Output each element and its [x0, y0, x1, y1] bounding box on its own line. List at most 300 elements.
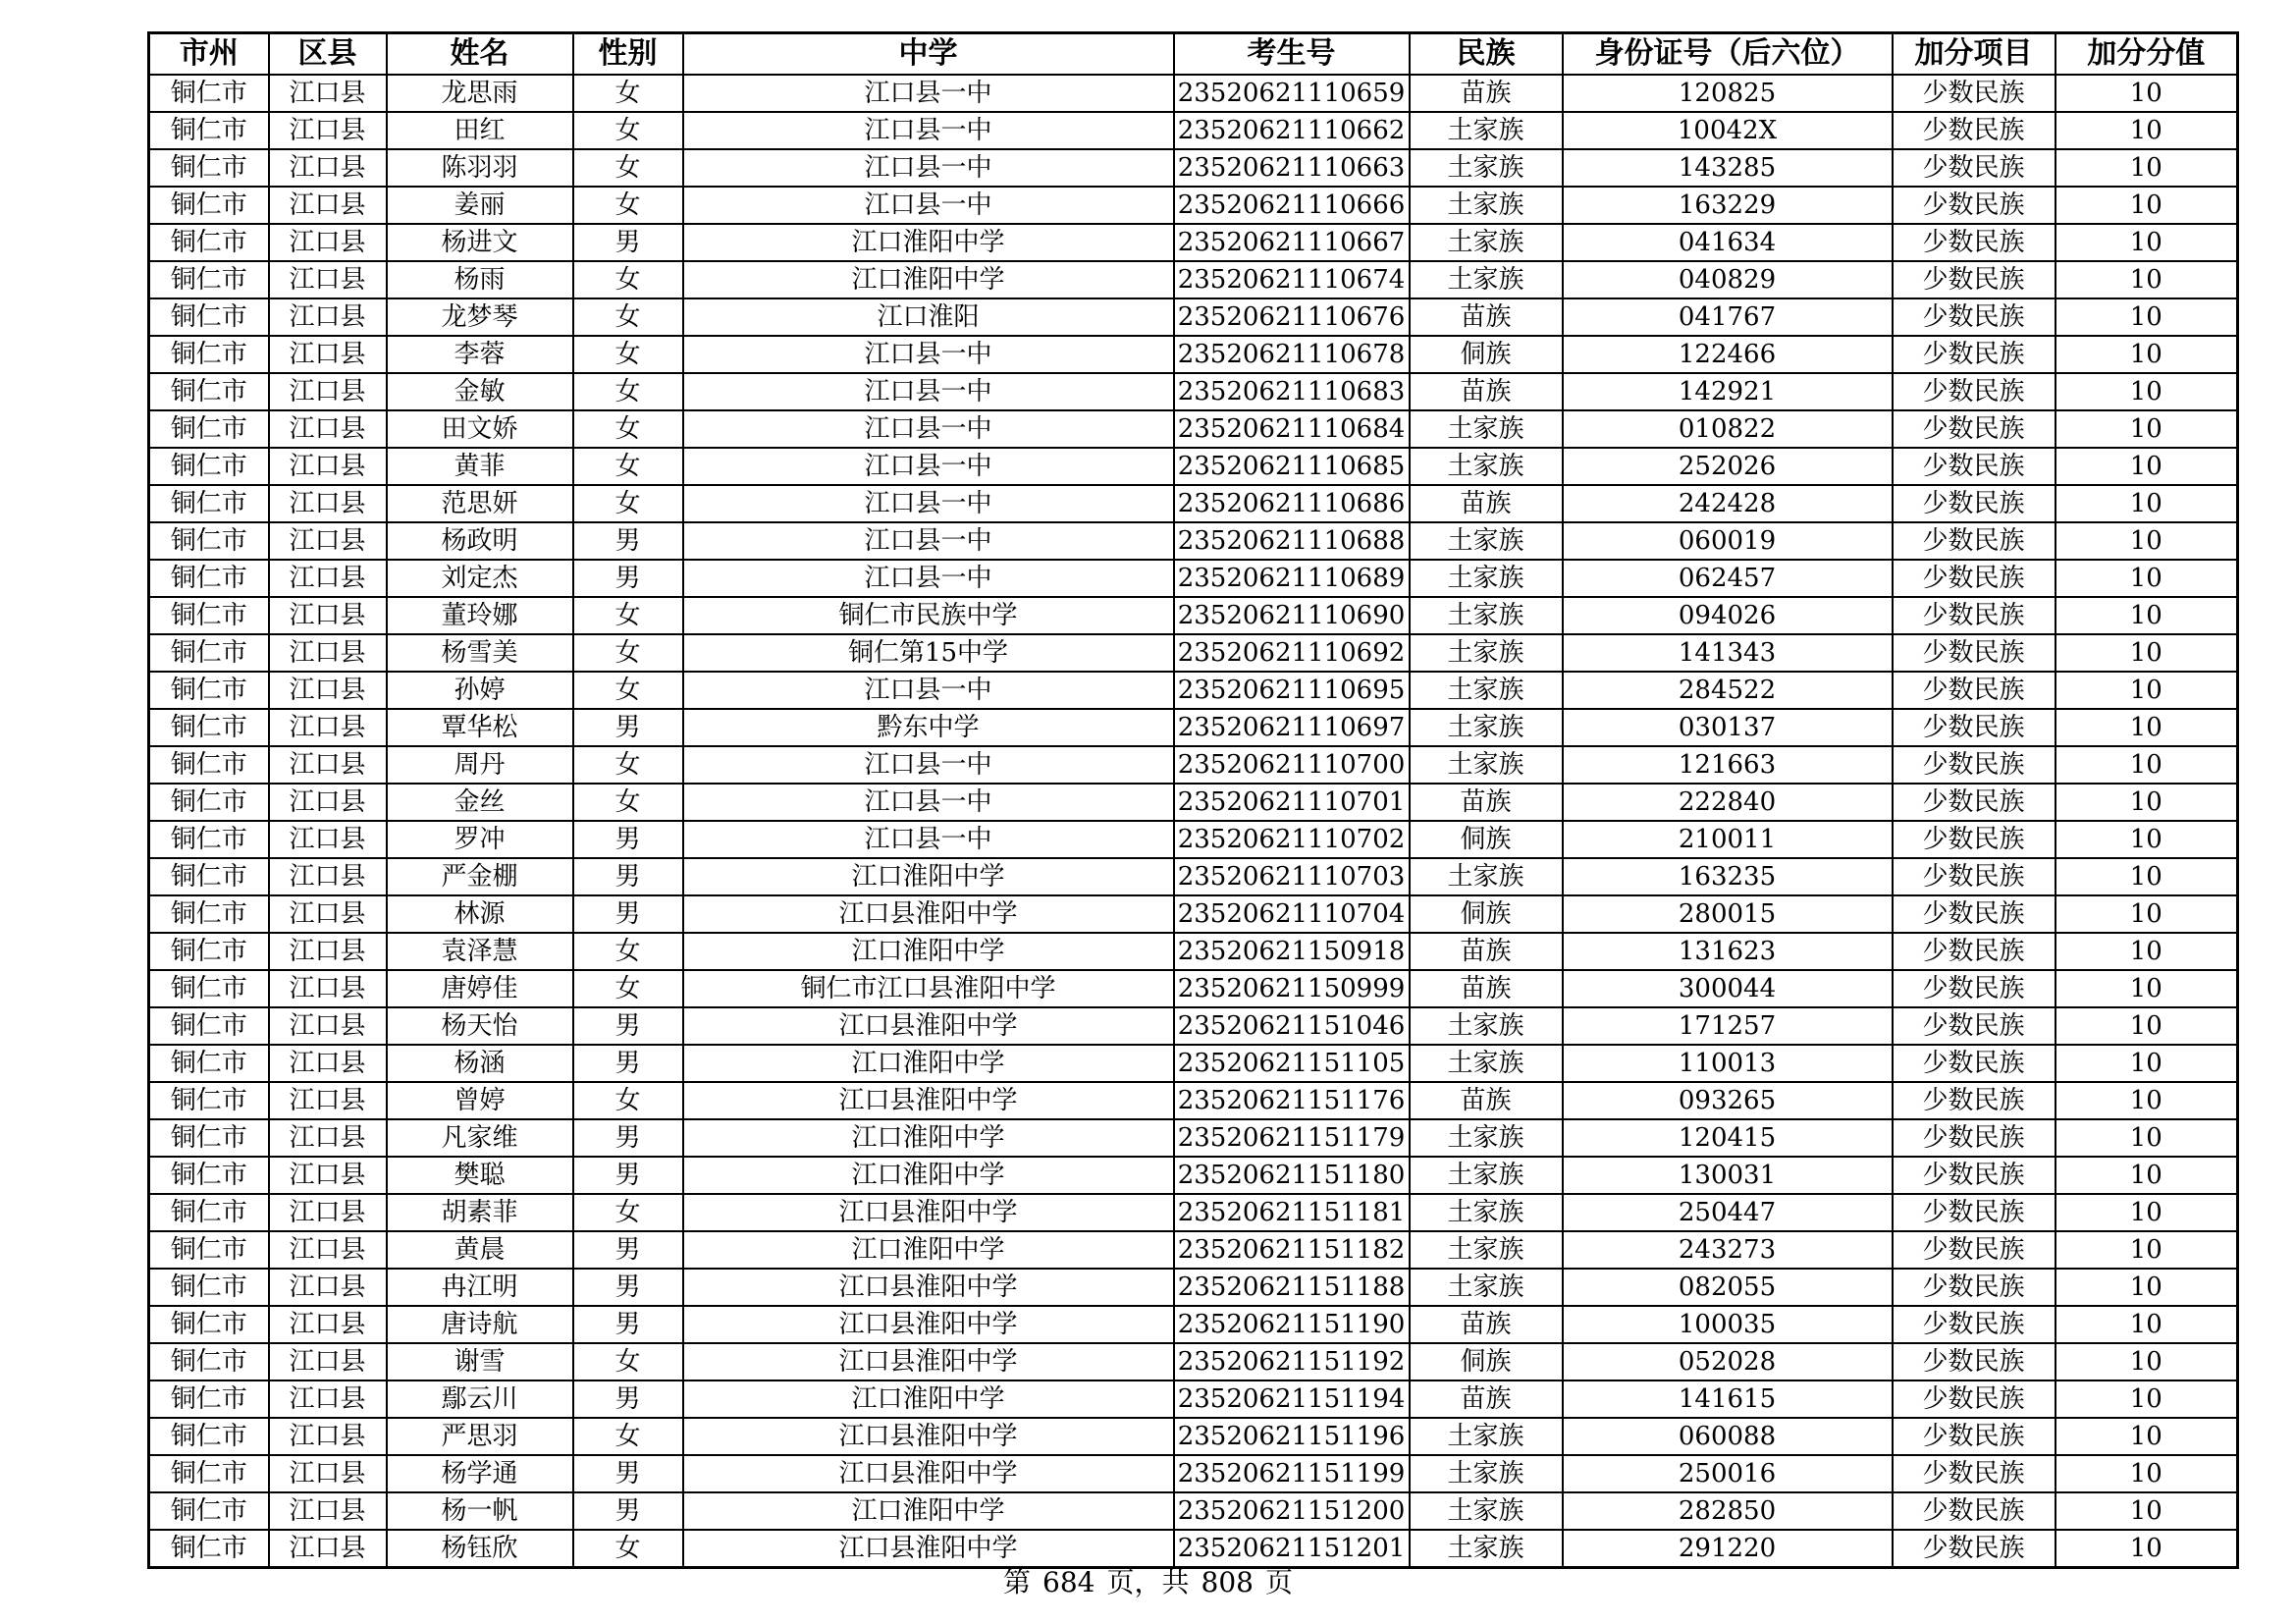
cell-exam-number: 23520621151180 [1174, 1157, 1410, 1194]
cell-bonus-item: 少数民族 [1893, 1455, 2056, 1492]
cell-ethnicity: 土家族 [1410, 1455, 1563, 1492]
column-header-name: 姓名 [387, 33, 573, 76]
cell-exam-number: 23520621151192 [1174, 1343, 1410, 1380]
cell-gender: 女 [573, 373, 683, 410]
table-row [149, 709, 2238, 746]
cell-gender: 女 [573, 746, 683, 784]
cell-exam-number: 23520621151046 [1174, 1007, 1410, 1045]
cell-school: 江口县淮阳中学 [683, 1343, 1174, 1380]
cell-school: 江口县一中 [683, 112, 1174, 149]
cell-id-last-six: 110013 [1563, 1045, 1893, 1082]
cell-county: 江口县 [269, 1269, 387, 1306]
cell-bonus-value: 10 [2056, 933, 2238, 970]
cell-school: 江口县一中 [683, 485, 1174, 522]
cell-county: 江口县 [269, 298, 387, 336]
cell-name: 冉江明 [387, 1269, 573, 1306]
cell-exam-number: 23520621110703 [1174, 858, 1410, 895]
cell-id-last-six: 222840 [1563, 784, 1893, 821]
cell-bonus-item: 少数民族 [1893, 224, 2056, 261]
cell-bonus-value: 10 [2056, 448, 2238, 485]
cell-gender: 男 [573, 1231, 683, 1269]
cell-city: 铜仁市 [149, 709, 269, 746]
cell-school: 江口县淮阳中学 [683, 1269, 1174, 1306]
table-row [149, 448, 2238, 485]
cell-ethnicity: 土家族 [1410, 597, 1563, 634]
cell-bonus-item: 少数民族 [1893, 1530, 2056, 1568]
cell-city: 铜仁市 [149, 522, 269, 560]
column-header-county: 区县 [269, 33, 387, 76]
cell-bonus-item: 少数民族 [1893, 933, 2056, 970]
cell-bonus-value: 10 [2056, 1231, 2238, 1269]
cell-ethnicity: 土家族 [1410, 1530, 1563, 1568]
cell-exam-number: 23520621151194 [1174, 1380, 1410, 1418]
cell-ethnicity: 土家族 [1410, 1231, 1563, 1269]
cell-bonus-value: 10 [2056, 1119, 2238, 1157]
cell-bonus-value: 10 [2056, 1082, 2238, 1119]
cell-gender: 男 [573, 709, 683, 746]
cell-school: 江口淮阳中学 [683, 261, 1174, 298]
cell-exam-number: 23520621110659 [1174, 75, 1410, 112]
cell-city: 铜仁市 [149, 895, 269, 933]
cell-ethnicity: 土家族 [1410, 224, 1563, 261]
cell-id-last-six: 030137 [1563, 709, 1893, 746]
cell-id-last-six: 082055 [1563, 1269, 1893, 1306]
cell-gender: 女 [573, 1082, 683, 1119]
cell-ethnicity: 苗族 [1410, 784, 1563, 821]
cell-ethnicity: 苗族 [1410, 970, 1563, 1007]
cell-name: 李蓉 [387, 336, 573, 373]
cell-id-last-six: 040829 [1563, 261, 1893, 298]
cell-city: 铜仁市 [149, 672, 269, 709]
cell-ethnicity: 土家族 [1410, 672, 1563, 709]
cell-city: 铜仁市 [149, 336, 269, 373]
cell-bonus-value: 10 [2056, 75, 2238, 112]
cell-id-last-six: 282850 [1563, 1492, 1893, 1530]
cell-city: 铜仁市 [149, 75, 269, 112]
cell-school: 江口县一中 [683, 784, 1174, 821]
cell-exam-number: 23520621151182 [1174, 1231, 1410, 1269]
cell-gender: 男 [573, 1269, 683, 1306]
table-row [149, 1082, 2238, 1119]
cell-id-last-six: 062457 [1563, 560, 1893, 597]
cell-bonus-item: 少数民族 [1893, 261, 2056, 298]
cell-name: 覃华松 [387, 709, 573, 746]
table-row [149, 1343, 2238, 1380]
cell-gender: 女 [573, 448, 683, 485]
cell-bonus-value: 10 [2056, 1455, 2238, 1492]
cell-city: 铜仁市 [149, 112, 269, 149]
cell-county: 江口县 [269, 1194, 387, 1231]
cell-county: 江口县 [269, 261, 387, 298]
table-row [149, 895, 2238, 933]
cell-id-last-six: 300044 [1563, 970, 1893, 1007]
cell-school: 铜仁市民族中学 [683, 597, 1174, 634]
cell-name: 谢雪 [387, 1343, 573, 1380]
column-header-exam-number: 考生号 [1174, 33, 1410, 76]
cell-id-last-six: 250447 [1563, 1194, 1893, 1231]
cell-gender: 女 [573, 970, 683, 1007]
cell-school: 江口县一中 [683, 187, 1174, 224]
cell-gender: 女 [573, 298, 683, 336]
cell-gender: 女 [573, 634, 683, 672]
cell-city: 铜仁市 [149, 1343, 269, 1380]
cell-school: 江口淮阳中学 [683, 224, 1174, 261]
cell-name: 杨天怡 [387, 1007, 573, 1045]
cell-gender: 女 [573, 187, 683, 224]
cell-bonus-item: 少数民族 [1893, 1045, 2056, 1082]
cell-exam-number: 23520621110702 [1174, 821, 1410, 858]
cell-city: 铜仁市 [149, 1231, 269, 1269]
cell-bonus-value: 10 [2056, 821, 2238, 858]
cell-county: 江口县 [269, 858, 387, 895]
cell-gender: 女 [573, 1343, 683, 1380]
cell-exam-number: 23520621110685 [1174, 448, 1410, 485]
cell-bonus-item: 少数民族 [1893, 1269, 2056, 1306]
cell-ethnicity: 土家族 [1410, 858, 1563, 895]
table-row [149, 261, 2238, 298]
cell-gender: 男 [573, 224, 683, 261]
cell-bonus-item: 少数民族 [1893, 1157, 2056, 1194]
cell-city: 铜仁市 [149, 1380, 269, 1418]
cell-gender: 男 [573, 1119, 683, 1157]
cell-exam-number: 23520621110684 [1174, 410, 1410, 448]
cell-city: 铜仁市 [149, 784, 269, 821]
cell-county: 江口县 [269, 75, 387, 112]
cell-bonus-value: 10 [2056, 560, 2238, 597]
cell-bonus-value: 10 [2056, 373, 2238, 410]
cell-school: 江口淮阳中学 [683, 1231, 1174, 1269]
cell-county: 江口县 [269, 1418, 387, 1455]
cell-city: 铜仁市 [149, 410, 269, 448]
cell-exam-number: 23520621110704 [1174, 895, 1410, 933]
cell-id-last-six: 171257 [1563, 1007, 1893, 1045]
cell-gender: 女 [573, 1418, 683, 1455]
column-header-ethnicity: 民族 [1410, 33, 1563, 76]
cell-city: 铜仁市 [149, 1007, 269, 1045]
cell-school: 江口淮阳中学 [683, 1492, 1174, 1530]
cell-city: 铜仁市 [149, 448, 269, 485]
table-row [149, 1119, 2238, 1157]
cell-city: 铜仁市 [149, 149, 269, 187]
cell-name: 罗冲 [387, 821, 573, 858]
cell-id-last-six: 141615 [1563, 1380, 1893, 1418]
cell-bonus-item: 少数民族 [1893, 1194, 2056, 1231]
cell-county: 江口县 [269, 448, 387, 485]
cell-id-last-six: 163235 [1563, 858, 1893, 895]
cell-id-last-six: 120415 [1563, 1119, 1893, 1157]
cell-bonus-item: 少数民族 [1893, 1492, 2056, 1530]
cell-id-last-six: 120825 [1563, 75, 1893, 112]
cell-exam-number: 23520621150999 [1174, 970, 1410, 1007]
cell-city: 铜仁市 [149, 1082, 269, 1119]
cell-name: 杨学通 [387, 1455, 573, 1492]
cell-id-last-six: 010822 [1563, 410, 1893, 448]
cell-name: 姜丽 [387, 187, 573, 224]
table-row [149, 298, 2238, 336]
cell-bonus-value: 10 [2056, 597, 2238, 634]
cell-city: 铜仁市 [149, 261, 269, 298]
cell-id-last-six: 121663 [1563, 746, 1893, 784]
cell-city: 铜仁市 [149, 933, 269, 970]
table-row [149, 597, 2238, 634]
table-row [149, 1455, 2238, 1492]
cell-county: 江口县 [269, 933, 387, 970]
table-row [149, 112, 2238, 149]
cell-bonus-value: 10 [2056, 1269, 2238, 1306]
cell-id-last-six: 280015 [1563, 895, 1893, 933]
cell-bonus-item: 少数民族 [1893, 1231, 2056, 1269]
cell-county: 江口县 [269, 672, 387, 709]
cell-name: 范思妍 [387, 485, 573, 522]
cell-ethnicity: 苗族 [1410, 933, 1563, 970]
cell-city: 铜仁市 [149, 1157, 269, 1194]
cell-name: 严金棚 [387, 858, 573, 895]
cell-name: 龙梦琴 [387, 298, 573, 336]
cell-exam-number: 23520621110690 [1174, 597, 1410, 634]
cell-school: 江口县一中 [683, 448, 1174, 485]
column-header-gender: 性别 [573, 33, 683, 76]
cell-gender: 男 [573, 522, 683, 560]
cell-bonus-item: 少数民族 [1893, 709, 2056, 746]
cell-county: 江口县 [269, 1007, 387, 1045]
cell-ethnicity: 土家族 [1410, 634, 1563, 672]
cell-bonus-value: 10 [2056, 336, 2238, 373]
cell-name: 龙思雨 [387, 75, 573, 112]
table-row [149, 821, 2238, 858]
cell-bonus-item: 少数民族 [1893, 970, 2056, 1007]
cell-gender: 女 [573, 261, 683, 298]
cell-county: 江口县 [269, 895, 387, 933]
cell-ethnicity: 苗族 [1410, 298, 1563, 336]
cell-name: 严思羽 [387, 1418, 573, 1455]
cell-gender: 男 [573, 858, 683, 895]
cell-ethnicity: 土家族 [1410, 1269, 1563, 1306]
cell-name: 樊聪 [387, 1157, 573, 1194]
cell-exam-number: 23520621110683 [1174, 373, 1410, 410]
cell-county: 江口县 [269, 1530, 387, 1568]
cell-id-last-six: 041634 [1563, 224, 1893, 261]
cell-school: 江口县一中 [683, 560, 1174, 597]
cell-name: 金丝 [387, 784, 573, 821]
cell-school: 江口县一中 [683, 672, 1174, 709]
table-row [149, 187, 2238, 224]
table-row [149, 149, 2238, 187]
cell-school: 铜仁市江口县淮阳中学 [683, 970, 1174, 1007]
cell-id-last-six: 250016 [1563, 1455, 1893, 1492]
cell-bonus-item: 少数民族 [1893, 1418, 2056, 1455]
table-row [149, 784, 2238, 821]
cell-exam-number: 23520621110667 [1174, 224, 1410, 261]
cell-county: 江口县 [269, 1306, 387, 1343]
cell-ethnicity: 土家族 [1410, 522, 1563, 560]
cell-name: 杨一帆 [387, 1492, 573, 1530]
cell-bonus-value: 10 [2056, 895, 2238, 933]
cell-name: 周丹 [387, 746, 573, 784]
cell-bonus-item: 少数民族 [1893, 634, 2056, 672]
cell-id-last-six: 142921 [1563, 373, 1893, 410]
cell-name: 杨涵 [387, 1045, 573, 1082]
cell-id-last-six: 141343 [1563, 634, 1893, 672]
cell-id-last-six: 060019 [1563, 522, 1893, 560]
cell-school: 江口县淮阳中学 [683, 1007, 1174, 1045]
cell-name: 董玲娜 [387, 597, 573, 634]
table-row [149, 858, 2238, 895]
cell-ethnicity: 苗族 [1410, 1082, 1563, 1119]
cell-city: 铜仁市 [149, 1119, 269, 1157]
column-header-id-last-six: 身份证号（后六位） [1563, 33, 1893, 76]
cell-school: 江口县一中 [683, 336, 1174, 373]
cell-school: 江口县淮阳中学 [683, 1455, 1174, 1492]
cell-exam-number: 23520621151179 [1174, 1119, 1410, 1157]
cell-gender: 男 [573, 560, 683, 597]
cell-bonus-item: 少数民族 [1893, 560, 2056, 597]
cell-county: 江口县 [269, 1082, 387, 1119]
cell-gender: 男 [573, 895, 683, 933]
cell-school: 江口淮阳中学 [683, 858, 1174, 895]
cell-name: 杨进文 [387, 224, 573, 261]
cell-id-last-six: 130031 [1563, 1157, 1893, 1194]
cell-city: 铜仁市 [149, 597, 269, 634]
cell-ethnicity: 土家族 [1410, 261, 1563, 298]
cell-bonus-value: 10 [2056, 298, 2238, 336]
cell-ethnicity: 土家族 [1410, 1194, 1563, 1231]
cell-bonus-item: 少数民族 [1893, 784, 2056, 821]
cell-city: 铜仁市 [149, 298, 269, 336]
cell-bonus-item: 少数民族 [1893, 597, 2056, 634]
cell-name: 凡家维 [387, 1119, 573, 1157]
cell-school: 江口淮阳中学 [683, 933, 1174, 970]
cell-county: 江口县 [269, 522, 387, 560]
cell-name: 杨雪美 [387, 634, 573, 672]
cell-gender: 女 [573, 75, 683, 112]
cell-exam-number: 23520621110692 [1174, 634, 1410, 672]
cell-name: 黄菲 [387, 448, 573, 485]
cell-bonus-value: 10 [2056, 1492, 2238, 1530]
cell-bonus-value: 10 [2056, 634, 2238, 672]
cell-id-last-six: 131623 [1563, 933, 1893, 970]
cell-id-last-six: 284522 [1563, 672, 1893, 709]
cell-ethnicity: 侗族 [1410, 821, 1563, 858]
cell-id-last-six: 052028 [1563, 1343, 1893, 1380]
cell-school: 江口县一中 [683, 149, 1174, 187]
cell-exam-number: 23520621151200 [1174, 1492, 1410, 1530]
cell-name: 杨雨 [387, 261, 573, 298]
cell-city: 铜仁市 [149, 1455, 269, 1492]
cell-county: 江口县 [269, 1455, 387, 1492]
cell-county: 江口县 [269, 1045, 387, 1082]
cell-school: 江口县一中 [683, 410, 1174, 448]
cell-gender: 男 [573, 1380, 683, 1418]
cell-county: 江口县 [269, 336, 387, 373]
cell-name: 孙婷 [387, 672, 573, 709]
cell-school: 江口县淮阳中学 [683, 1418, 1174, 1455]
cell-bonus-item: 少数民族 [1893, 895, 2056, 933]
table-row [149, 1306, 2238, 1343]
cell-county: 江口县 [269, 1157, 387, 1194]
cell-county: 江口县 [269, 970, 387, 1007]
cell-city: 铜仁市 [149, 224, 269, 261]
cell-county: 江口县 [269, 224, 387, 261]
cell-school: 铜仁第15中学 [683, 634, 1174, 672]
cell-school: 江口县淮阳中学 [683, 1306, 1174, 1343]
cell-school: 江口县一中 [683, 522, 1174, 560]
cell-county: 江口县 [269, 784, 387, 821]
cell-school: 江口县一中 [683, 75, 1174, 112]
cell-ethnicity: 苗族 [1410, 1380, 1563, 1418]
cell-bonus-value: 10 [2056, 149, 2238, 187]
cell-gender: 女 [573, 597, 683, 634]
cell-exam-number: 23520621110689 [1174, 560, 1410, 597]
cell-city: 铜仁市 [149, 1418, 269, 1455]
cell-school: 江口县淮阳中学 [683, 895, 1174, 933]
cell-county: 江口县 [269, 1343, 387, 1380]
table-row [149, 1231, 2238, 1269]
table-row [149, 75, 2238, 112]
cell-gender: 女 [573, 1194, 683, 1231]
page-footer [0, 1563, 2296, 1602]
column-header-school: 中学 [683, 33, 1174, 76]
cell-ethnicity: 侗族 [1410, 336, 1563, 373]
cell-county: 江口县 [269, 410, 387, 448]
cell-school: 江口县一中 [683, 373, 1174, 410]
cell-ethnicity: 土家族 [1410, 187, 1563, 224]
cell-exam-number: 23520621110701 [1174, 784, 1410, 821]
cell-name: 黄晨 [387, 1231, 573, 1269]
cell-ethnicity: 土家族 [1410, 1119, 1563, 1157]
cell-school: 江口淮阳中学 [683, 1045, 1174, 1082]
cell-gender: 男 [573, 1306, 683, 1343]
cell-ethnicity: 苗族 [1410, 485, 1563, 522]
cell-city: 铜仁市 [149, 1306, 269, 1343]
cell-bonus-value: 10 [2056, 1045, 2238, 1082]
cell-id-last-six: 060088 [1563, 1418, 1893, 1455]
cell-name: 杨钰欣 [387, 1530, 573, 1568]
cell-bonus-value: 10 [2056, 187, 2238, 224]
cell-exam-number: 23520621110676 [1174, 298, 1410, 336]
table-row [149, 373, 2238, 410]
cell-id-last-six: 163229 [1563, 187, 1893, 224]
cell-county: 江口县 [269, 1119, 387, 1157]
cell-bonus-item: 少数民族 [1893, 112, 2056, 149]
cell-bonus-value: 10 [2056, 1418, 2238, 1455]
cell-school: 江口县淮阳中学 [683, 1082, 1174, 1119]
cell-gender: 男 [573, 821, 683, 858]
cell-county: 江口县 [269, 1492, 387, 1530]
cell-school: 黔东中学 [683, 709, 1174, 746]
cell-name: 林源 [387, 895, 573, 933]
cell-exam-number: 23520621151181 [1174, 1194, 1410, 1231]
cell-gender: 男 [573, 1455, 683, 1492]
cell-bonus-value: 10 [2056, 1007, 2238, 1045]
cell-bonus-item: 少数民族 [1893, 298, 2056, 336]
table-row [149, 1269, 2238, 1306]
cell-bonus-value: 10 [2056, 970, 2238, 1007]
cell-exam-number: 23520621110662 [1174, 112, 1410, 149]
cell-county: 江口县 [269, 1380, 387, 1418]
cell-city: 铜仁市 [149, 373, 269, 410]
cell-bonus-value: 10 [2056, 1343, 2238, 1380]
cell-bonus-value: 10 [2056, 672, 2238, 709]
roster-table-container [147, 31, 2236, 1569]
cell-exam-number: 23520621110674 [1174, 261, 1410, 298]
footer-total-pages: 808 [1201, 1566, 1254, 1598]
table-row [149, 336, 2238, 373]
cell-gender: 女 [573, 933, 683, 970]
cell-bonus-item: 少数民族 [1893, 858, 2056, 895]
cell-county: 江口县 [269, 112, 387, 149]
cell-county: 江口县 [269, 634, 387, 672]
cell-exam-number: 23520621151190 [1174, 1306, 1410, 1343]
